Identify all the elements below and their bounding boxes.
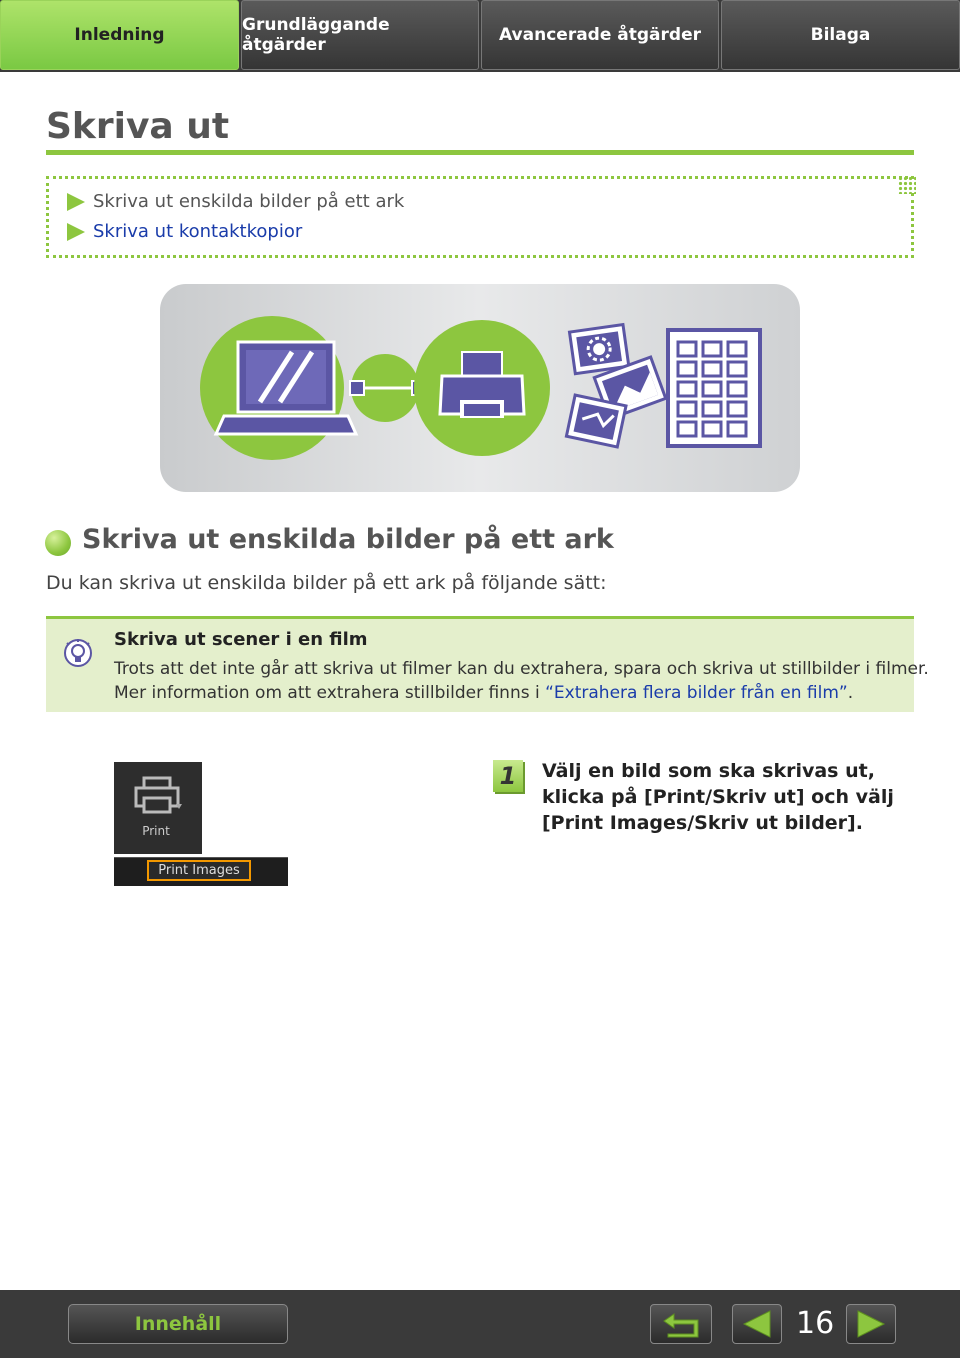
section-title: Skriva ut enskilda bilder på ett ark [82,524,614,555]
tab-label: Avancerade åtgärder [499,25,701,45]
section-bullet-icon [45,530,71,556]
printer-icon [132,774,186,820]
triangle-right-icon [854,1309,888,1339]
top-navigation [0,0,960,72]
photo-bird-icon [566,395,626,447]
toc-link-label: Skriva ut kontaktkopior [93,221,303,242]
tab-label: Grundläggande åtgärder [242,15,390,55]
toc-border [911,193,914,258]
tab-grundlaggande[interactable] [241,0,479,70]
print-images-menu-item: Print Images [147,860,251,881]
tip-text-suffix: . [847,683,854,703]
page-title: Skriva ut [46,106,230,147]
tip-box [46,616,929,712]
print-menu-screenshot [114,857,288,886]
next-page-button[interactable] [846,1304,896,1344]
tab-label: Bilaga [810,25,871,45]
title-divider [46,150,914,155]
tip-text-line-2 [114,683,853,703]
tab-avancerade[interactable] [481,0,719,70]
table-of-contents [46,176,914,258]
tab-label: Inledning [74,25,165,45]
toc-link-single-sheet[interactable] [67,191,404,212]
contact-sheet-icon [668,330,760,446]
previous-page-button[interactable] [732,1304,782,1344]
arrow-right-icon [67,193,85,211]
toc-corner-decoration [898,176,916,194]
print-button-screenshot [114,762,202,854]
extract-frames-link[interactable]: “Extrahera flera bilder från en film” [545,683,848,703]
toc-link-contact-sheet[interactable] [67,221,302,242]
step-instruction: Välj en bild som ska skrivas ut, klicka på [Print/Skriv ut] och välj [Print Images/Skriv ut bilder]. [542,760,894,834]
step-number: 1 [493,760,523,792]
page-number: 16 [796,1306,835,1341]
section-lead: Du kan skriva ut enskilda bilder på ett ark på följande sätt: [46,572,607,594]
return-arrow-icon [660,1310,702,1338]
triangle-left-icon [740,1309,774,1339]
print-label: Print [142,824,170,838]
contents-button[interactable] [68,1304,288,1344]
tab-bilaga[interactable] [721,0,960,70]
printing-illustration [160,284,800,492]
tip-heading: Skriva ut scener i en film [114,629,368,650]
tab-inledning[interactable] [0,0,239,70]
arrow-right-icon [67,223,85,241]
lightbulb-icon [62,637,94,669]
photo-flower-icon [569,325,628,374]
printer-icon [414,320,550,456]
contents-button-label: Innehåll [134,1313,222,1335]
tip-text-prefix: Mer information om att extrahera stillbilder finns i [114,683,546,703]
back-button[interactable] [650,1304,712,1344]
footer-bar [0,1290,960,1358]
tip-text-line-1: Trots att det inte går att skriva ut filmer kan du extrahera, spara och skriva ut stillbilder i filmer. [114,659,929,679]
toc-link-label: Skriva ut enskilda bilder på ett ark [93,191,405,212]
